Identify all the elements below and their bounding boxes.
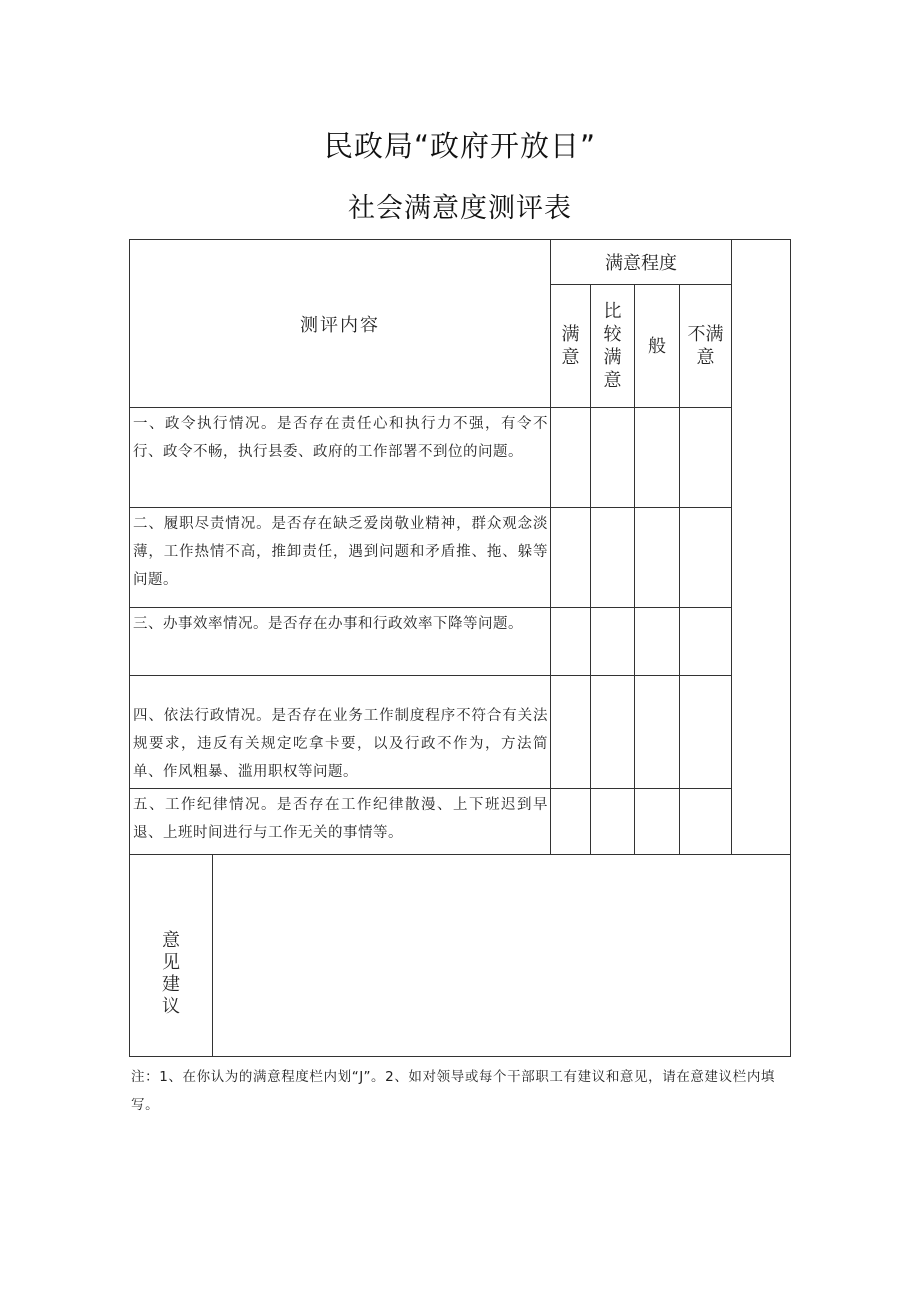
rating-cell[interactable] xyxy=(591,676,635,789)
content-header-cell xyxy=(130,240,551,408)
rating-cell[interactable] xyxy=(635,408,680,508)
level-satisfied-header xyxy=(551,285,591,408)
level-dissatisfied-line: 意 xyxy=(696,347,715,368)
opinion-label-char: 议 xyxy=(162,995,180,1017)
rating-cell[interactable] xyxy=(591,508,635,608)
level-satisfied-line: 满 xyxy=(561,324,580,345)
rating-cell[interactable] xyxy=(635,508,680,608)
rating-cell[interactable] xyxy=(635,608,680,676)
document-subtitle: 社会满意度测评表 xyxy=(348,193,572,224)
evaluation-table xyxy=(129,239,791,1057)
rating-cell[interactable] xyxy=(591,608,635,676)
rating-cell[interactable] xyxy=(635,789,680,855)
evaluation-item-2: 二、履职尽责情况。是否存在缺乏爱岗敬业精神，群众观念淡薄，工作热情不高，推卸责任，遇到问题和矛盾推、拖、躲等问题。 xyxy=(130,508,551,608)
rating-cell[interactable] xyxy=(635,676,680,789)
extra-column-cell xyxy=(732,240,791,855)
level-dissatisfied-line: 不满 xyxy=(687,324,724,345)
evaluation-item-4: 四、依法行政情况。是否存在业务工作制度程序不符合有关法规要求，违反有关规定吃拿卡要，以及行政不作为，方法简单、作风粗暴、滥用职权等问题。 xyxy=(130,676,551,789)
level-fairly-line: 满 xyxy=(603,347,622,368)
level-satisfied-line: 意 xyxy=(561,347,580,368)
rating-cell[interactable] xyxy=(680,608,732,676)
level-dissatisfied-header xyxy=(680,285,732,408)
level-fairly-line: 较 xyxy=(603,324,622,345)
rating-cell[interactable] xyxy=(680,508,732,608)
opinion-label-char: 见 xyxy=(162,951,180,973)
rating-cell[interactable] xyxy=(551,608,591,676)
evaluation-item-1: 一、政令执行情况。是否存在责任心和执行力不强，有令不行、政令不畅，执行县委、政府的工作部署不到位的问题。 xyxy=(130,408,551,508)
opinion-label-char: 意 xyxy=(162,929,180,951)
rating-cell[interactable] xyxy=(591,408,635,508)
opinion-label-char: 建 xyxy=(162,973,180,995)
evaluation-item-3: 三、办事效率情况。是否存在办事和行政效率下降等问题。 xyxy=(130,608,551,676)
content-header: 测评内容 xyxy=(300,314,380,336)
evaluation-item-5: 五、工作纪律情况。是否存在工作纪律散漫、上下班迟到早退、上班时间进行与工作无关的事情等。 xyxy=(130,789,551,855)
rating-cell[interactable] xyxy=(591,789,635,855)
rating-cell[interactable] xyxy=(551,408,591,508)
level-average-header xyxy=(635,285,680,408)
rating-cell[interactable] xyxy=(551,508,591,608)
rating-cell[interactable] xyxy=(551,789,591,855)
level-average-line: 般 xyxy=(648,335,666,357)
rating-cell[interactable] xyxy=(680,676,732,789)
degree-header: 满意程度 xyxy=(551,240,732,285)
opinion-label-cell xyxy=(130,855,213,1057)
opinion-input-area[interactable] xyxy=(213,855,791,1057)
level-fairly-line: 比 xyxy=(603,301,622,322)
footnote: 注：1、在你认为的满意程度栏内划“J”。2、如对领导或每个干部职工有建议和意见，请在意建议栏内填写。 xyxy=(131,1069,776,1113)
rating-cell[interactable] xyxy=(551,676,591,789)
document-title: 民政局“政府开放日” xyxy=(323,129,597,163)
level-fairly-satisfied-header xyxy=(591,285,635,408)
level-fairly-line: 意 xyxy=(603,370,622,391)
rating-cell[interactable] xyxy=(680,789,732,855)
rating-cell[interactable] xyxy=(680,408,732,508)
